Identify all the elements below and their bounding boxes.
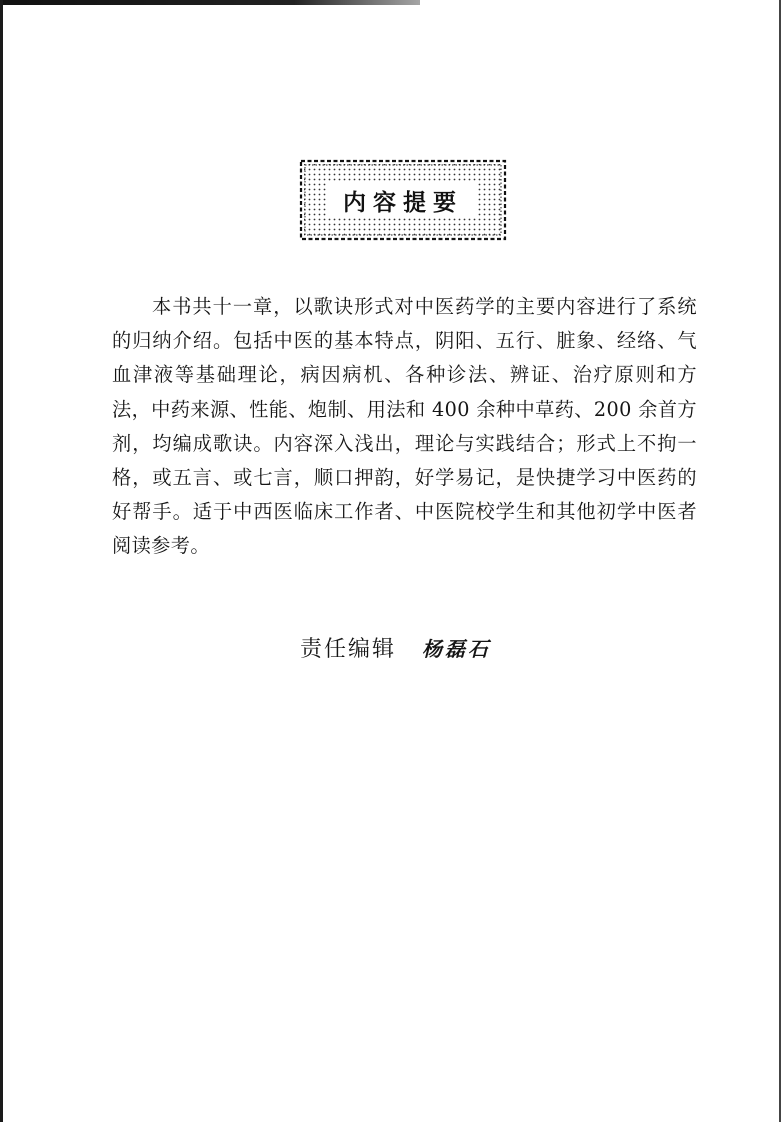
editor-credit	[300, 630, 491, 664]
editor-label: 责任编辑	[300, 636, 397, 662]
editor-name: 杨磊石	[422, 636, 492, 661]
title-plate	[328, 182, 478, 218]
page-title: 内容提要	[343, 189, 463, 216]
scan-edge-left	[0, 0, 3, 1122]
summary-paragraph: 本书共十一章，以歌诀形式对中医药学的主要内容进行了系统的归纳介绍。包括中医的基本特点，阴阳、五行、脏象、经络、气血津液等基础理论，病因病机、各种诊法、辨证、治疗原则和方法，中药来源、性能、炮制、用法和 400 余种中草药、200 余首方剂，均编成歌诀。内容深入浅出，理论与实践结合；形式上不拘一格，或五言、或七言，顺口押韵，好学易记，是快捷学习中医药的好帮手。适于中西医临床工作者、中医院校学生和其他初学中医者阅读参考。	[112, 295, 697, 558]
scan-edge-top	[0, 0, 420, 5]
title-frame	[298, 158, 508, 242]
